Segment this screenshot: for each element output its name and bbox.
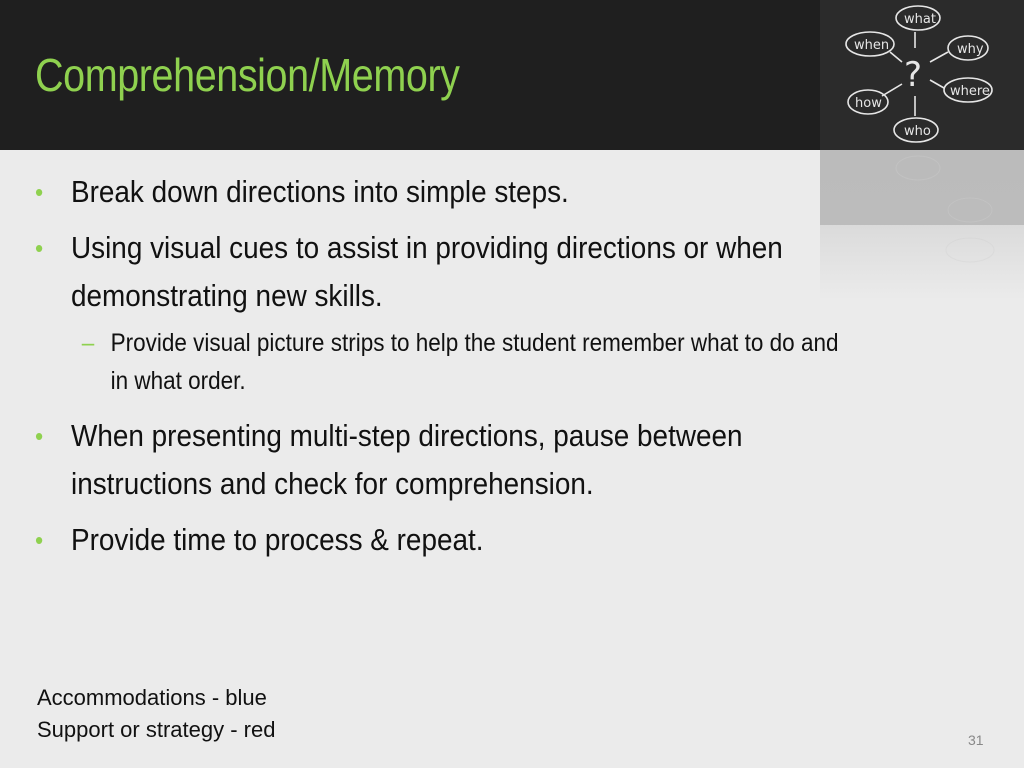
bullet-text: Break down directions into simple steps. xyxy=(71,174,569,209)
bullet-text: Provide time to process & repeat. xyxy=(71,522,484,557)
chalk-word-where: where xyxy=(950,84,990,99)
page-number: 31 xyxy=(968,732,984,748)
bullet-dot-icon: • xyxy=(35,421,44,451)
bullet-dot-icon: • xyxy=(35,525,44,555)
question-mark-icon: ? xyxy=(904,55,923,95)
color-legend xyxy=(37,682,275,746)
chalk-word-who: who xyxy=(904,124,931,139)
chalk-word-what: what xyxy=(904,12,936,27)
chalk-word-why: why xyxy=(957,42,984,57)
bullet-item xyxy=(35,224,845,320)
bullet-text: When presenting multi-step directions, pause between instructions and check for comprehension. xyxy=(71,418,743,501)
legend-line-accommodations: Accommodations - blue xyxy=(37,685,267,710)
bullet-text: Using visual cues to assist in providing directions or when demonstrating new skills. xyxy=(71,230,783,313)
slide-title: Comprehension/Memory xyxy=(35,49,460,101)
bullet-item xyxy=(35,168,845,216)
dash-icon: – xyxy=(81,329,95,357)
slide-body xyxy=(35,168,935,572)
bullet-dot-icon: • xyxy=(35,177,44,207)
legend-line-support: Support or strategy - red xyxy=(37,717,276,742)
chalk-word-how: how xyxy=(855,96,882,111)
chalk-word-when: when xyxy=(854,38,890,53)
bullet-dot-icon: • xyxy=(35,233,44,263)
sub-bullet-item xyxy=(35,324,845,400)
bullet-item xyxy=(35,516,845,564)
bullet-item xyxy=(35,412,845,508)
sub-bullet-text: Provide visual picture strips to help the student remember what to do and in what order. xyxy=(110,329,839,395)
